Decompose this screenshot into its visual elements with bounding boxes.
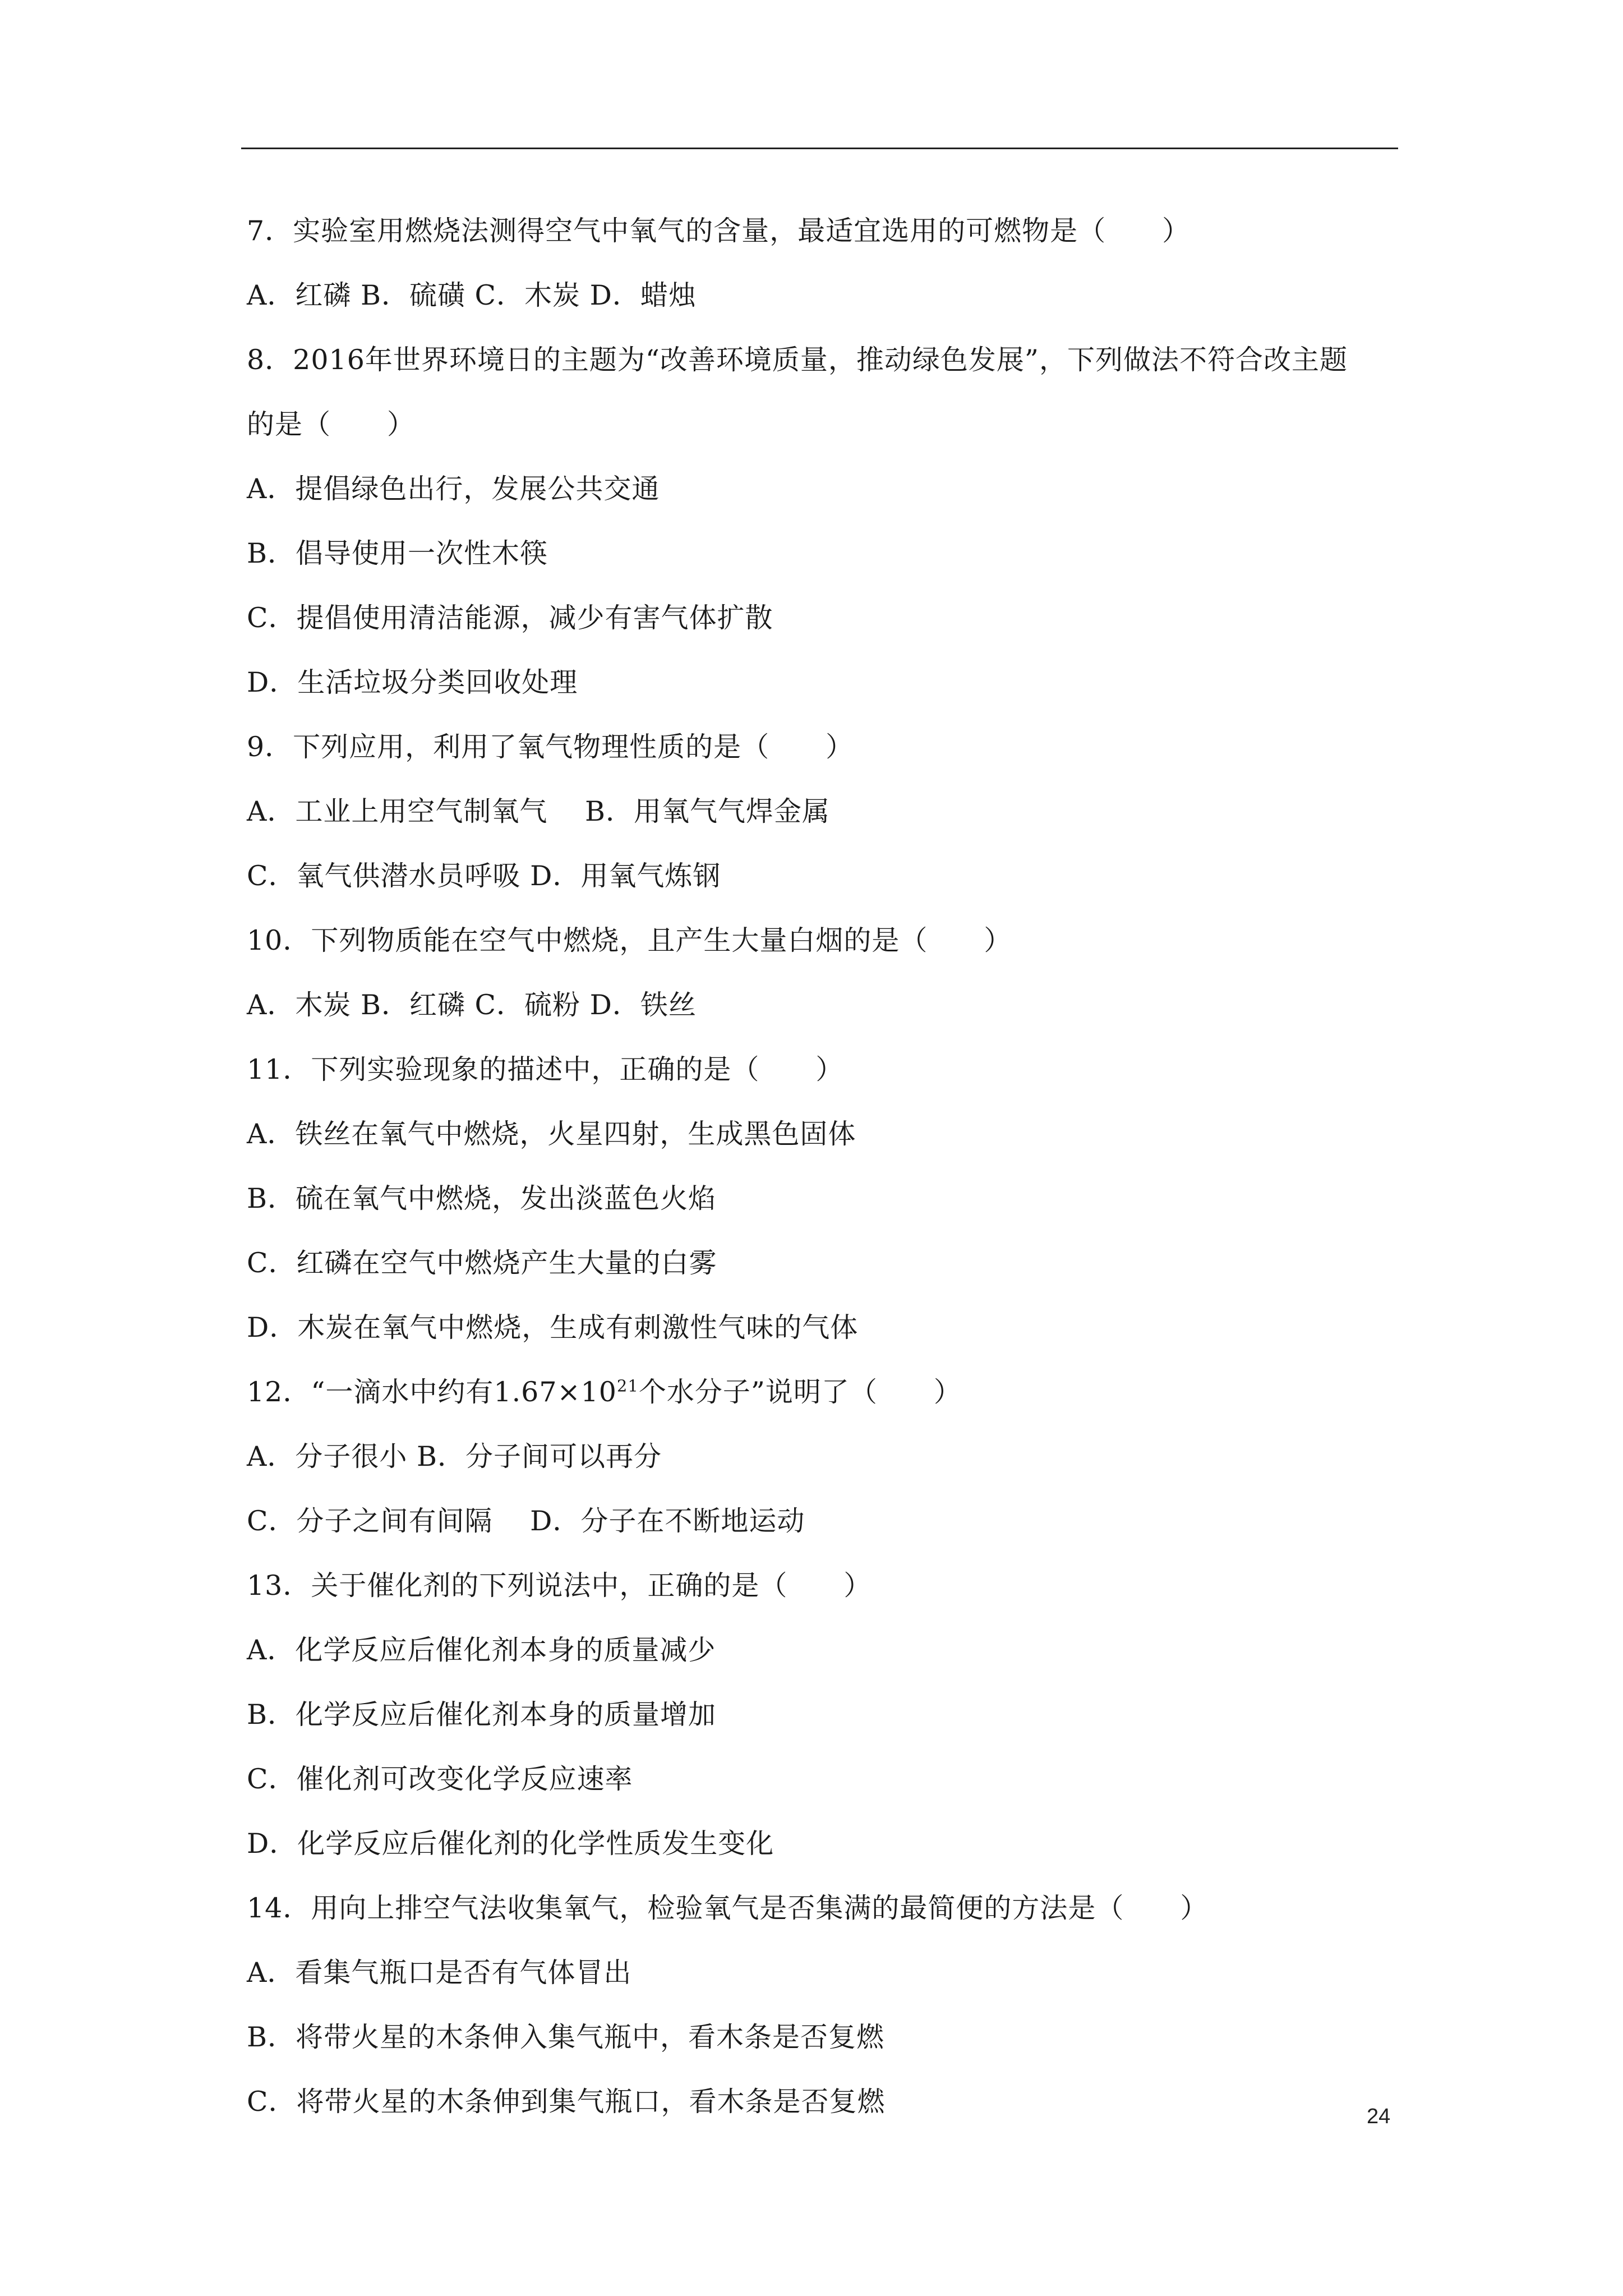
question-14-option-a: A．看集气瓶口是否有气体冒出 (247, 1957, 632, 1989)
question-14-option-b: B．将带火星的木条伸入集气瓶中，看木条是否复燃 (247, 2021, 885, 2053)
question-11-option-a: A．铁丝在氧气中燃烧，火星四射，生成黑色固体 (247, 1118, 856, 1150)
question-13-option-a: A．化学反应后催化剂本身的质量减少 (247, 1634, 716, 1666)
question-13-stem: 13．关于催化剂的下列说法中，正确的是（ ） (247, 1570, 872, 1602)
question-11-option-d: D．木炭在氧气中燃烧，生成有刺激性气味的气体 (247, 1312, 859, 1343)
exponent-superscript: 21 (616, 1376, 639, 1396)
question-12-stem-after: 个水分子”说明了（ ） (638, 1376, 962, 1408)
question-14-stem: 14．用向上排空气法收集氧气，检验氧气是否集满的最简便的方法是（ ） (247, 1892, 1209, 1924)
question-13-option-d: D．化学反应后催化剂的化学性质发生变化 (247, 1828, 774, 1860)
question-11-option-c: C．红磷在空气中燃烧产生大量的白雾 (247, 1247, 717, 1279)
question-11-option-b: B．硫在氧气中燃烧，发出淡蓝色火焰 (247, 1182, 717, 1214)
question-9-stem: 9．下列应用，利用了氧气物理性质的是（ ） (247, 731, 854, 763)
question-12-stem (247, 1375, 962, 1409)
question-9-options-line-2: C．氧气供潜水员呼吸 D．用氧气炼钢 (247, 860, 721, 892)
question-8-option-b: B．倡导使用一次性木筷 (247, 537, 548, 569)
question-12-stem-before: 12．“一滴水中约有1.67×10 (247, 1376, 617, 1408)
question-7-options: A．红磷 B．硫磺 C．木炭 D．蜡烛 (247, 279, 697, 311)
page-number: 24 (1367, 2105, 1391, 2128)
header-rule (241, 148, 1398, 149)
question-12-options-line-1: A．分子很小 B．分子间可以再分 (247, 1441, 662, 1473)
question-11-stem: 11．下列实验现象的描述中，正确的是（ ） (247, 1053, 844, 1085)
question-12-options-line-2: C．分子之间有间隔 D．分子在不断地运动 (247, 1505, 805, 1537)
question-8-stem-line-1: 8．2016年世界环境日的主题为“改善环境质量，推动绿色发展”，下列做法不符合改主题 (247, 344, 1348, 376)
question-14-option-c: C．将带火星的木条伸到集气瓶口，看木条是否复燃 (247, 2086, 886, 2118)
question-8-stem-line-2: 的是（ ） (247, 408, 416, 440)
question-13-option-b: B．化学反应后催化剂本身的质量增加 (247, 1699, 717, 1731)
question-10-stem: 10．下列物质能在空气中燃烧，且产生大量白烟的是（ ） (247, 924, 1012, 956)
question-8-option-c: C．提倡使用清洁能源，减少有害气体扩散 (247, 602, 773, 634)
question-8-option-d: D．生活垃圾分类回收处理 (247, 666, 578, 698)
question-13-option-c: C．催化剂可改变化学反应速率 (247, 1763, 633, 1795)
question-9-options-line-1: A．工业上用空气制氧气 B．用氧气气焊金属 (247, 795, 830, 827)
question-7-stem: 7．实验室用燃烧法测得空气中氧气的含量，最适宜选用的可燃物是（ ） (247, 215, 1191, 247)
question-8-option-a: A．提倡绿色出行，发展公共交通 (247, 473, 660, 505)
question-10-options: A．木炭 B．红磷 C．硫粉 D．铁丝 (247, 989, 697, 1021)
